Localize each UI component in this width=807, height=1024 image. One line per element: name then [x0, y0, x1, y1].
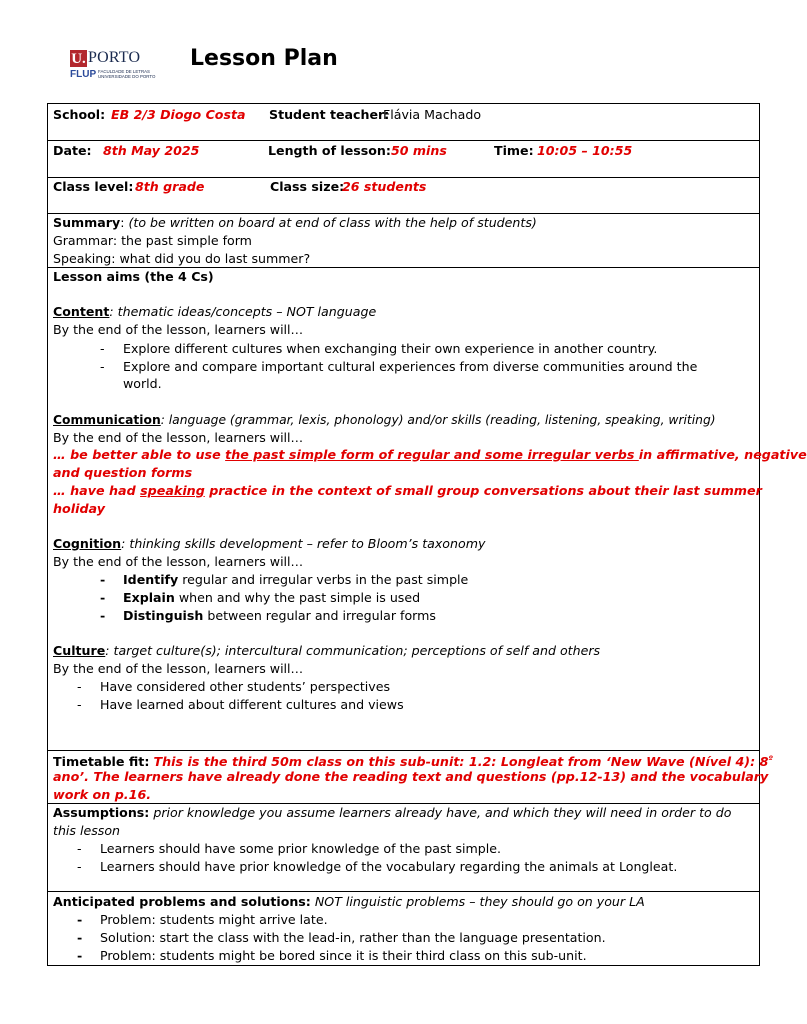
- timetable-line-3: work on p.16.: [53, 787, 152, 802]
- timetable-ordinal: º: [768, 754, 773, 763]
- logo-name: PORTO: [88, 49, 141, 66]
- assumption-2: Learners should have prior knowledge of the vocabulary regarding the animals at Longleat.: [100, 859, 678, 874]
- communication-aim-2-post: practice in the context of small group conversations about their last summer: [204, 483, 762, 498]
- logo-emblem: U.: [71, 51, 86, 67]
- bullet-dash: -: [100, 608, 106, 623]
- time-value: 10:05 – 10:55: [537, 143, 633, 158]
- row-divider: [47, 140, 760, 141]
- communication-intro: By the end of the lesson, learners will…: [53, 430, 304, 445]
- problem-item-1: Problem: students might arrive late.: [100, 912, 328, 927]
- content-desc: : thematic ideas/concepts – NOT language: [109, 304, 377, 319]
- cognition-aim-2: [123, 589, 420, 607]
- content-intro: By the end of the lesson, learners will…: [53, 322, 304, 337]
- logo-faculty-line1: FACULDADE DE LETRAS: [98, 69, 150, 74]
- problem-item-2: Solution: start the class with the lead-in, rather than the language presentation.: [100, 930, 606, 945]
- cognition-heading: [53, 535, 485, 553]
- culture-heading: [53, 642, 600, 660]
- aims-heading: Lesson aims (the 4 Cs): [53, 269, 214, 284]
- cognition-aim-3: [123, 607, 436, 625]
- communication-aim-2-pre: … have had: [53, 483, 141, 498]
- bullet-dash: -: [77, 859, 82, 874]
- date-value: 8th May 2025: [103, 143, 200, 158]
- student-teacher-value: Flávia Machado: [383, 107, 482, 122]
- university-logo: [70, 50, 182, 80]
- class-size-value: 26 students: [342, 179, 427, 194]
- summary-speaking: Speaking: what did you do last summer?: [53, 251, 311, 266]
- communication-aim-1-pre: … be better able to use: [53, 447, 226, 462]
- bullet-dash: -: [100, 359, 105, 374]
- communication-heading: [53, 411, 716, 429]
- class-level-label: Class level:: [53, 179, 134, 194]
- document-title: Lesson Plan: [190, 46, 338, 71]
- school-value: EB 2/3 Diogo Costa: [111, 107, 246, 122]
- cognition-aim-text: regular and irregular verbs in the past simple: [178, 572, 469, 587]
- bullet-dash: -: [77, 697, 82, 712]
- bullet-dash: -: [77, 679, 82, 694]
- logo-faculty-text: [98, 69, 155, 79]
- bullet-dash: -: [77, 912, 83, 927]
- content-aim-2: Explore and compare important cultural experiences from diverse communities around the: [123, 359, 698, 374]
- content-aim-1: Explore different cultures when exchanging their own experience in another country.: [123, 341, 658, 356]
- time-label: Time:: [494, 143, 534, 158]
- bullet-dash: -: [77, 948, 83, 963]
- cognition-verb: Explain: [123, 590, 175, 605]
- summary-label: Summary: [53, 215, 121, 230]
- communication-desc: : language (grammar, lexis, phonology) and/or skills (reading, listening, speaking, writing): [160, 413, 716, 427]
- content-heading: [53, 303, 376, 321]
- summary-note: (to be written on board at end of class with the help of students): [128, 215, 537, 230]
- communication-aim-1-cont: and question forms: [53, 465, 193, 480]
- assumptions-desc-cont: this lesson: [53, 823, 121, 838]
- cognition-desc: : thinking skills development – refer to Bloom’s taxonomy: [121, 536, 486, 551]
- summary-heading: [53, 214, 537, 232]
- assumptions-heading: [53, 804, 731, 822]
- communication-aim-2-cont: holiday: [53, 501, 105, 516]
- communication-aim-1-focus: the past simple form of regular and some irregular verbs: [225, 447, 639, 462]
- timetable-text: This is the third 50m class on this sub-unit: 1.2: Longleat from ‘New Wave (Nível 4): 8: [153, 754, 769, 770]
- assumptions-label: Assumptions:: [53, 805, 150, 820]
- class-size-label: Class size:: [270, 179, 345, 194]
- logo-faculty-line2: UNIVERSIDADE DO PORTO: [98, 74, 156, 79]
- cognition-label: Cognition: [53, 536, 122, 551]
- summary-colon: :: [120, 215, 125, 230]
- assumption-1: Learners should have some prior knowledge of the past simple.: [100, 841, 502, 856]
- date-label: Date:: [53, 143, 92, 158]
- cognition-aim-text: when and why the past simple is used: [174, 590, 421, 605]
- student-teacher-label: Student teacher:: [269, 107, 390, 122]
- communication-aim-1-post: in affirmative, negative: [638, 447, 807, 462]
- cognition-aim-text: between regular and irregular forms: [203, 608, 436, 623]
- length-value: 50 mins: [391, 143, 447, 158]
- cognition-intro: By the end of the lesson, learners will…: [53, 554, 304, 569]
- bullet-dash: -: [100, 590, 106, 605]
- row-divider: [47, 891, 760, 892]
- bullet-dash: -: [77, 841, 82, 856]
- communication-label: Communication: [53, 413, 161, 427]
- cognition-verb: Distinguish: [123, 608, 204, 623]
- culture-label: Culture: [53, 643, 106, 658]
- culture-aim-1: Have considered other students’ perspectives: [100, 679, 391, 694]
- problems-label: Anticipated problems and solutions:: [53, 894, 311, 909]
- culture-desc: : target culture(s); intercultural communication; perceptions of self and others: [105, 643, 601, 658]
- communication-aim-1: [53, 446, 807, 464]
- cognition-verb: Identify: [123, 572, 179, 587]
- culture-aim-2: Have learned about different cultures and views: [100, 697, 404, 712]
- class-level-value: 8th grade: [135, 179, 205, 194]
- school-label: School:: [53, 107, 106, 122]
- logo-faculty-code: FLUP: [70, 69, 97, 80]
- bullet-dash: -: [100, 341, 105, 356]
- bullet-dash: -: [77, 930, 83, 945]
- content-label: Content: [53, 304, 110, 319]
- length-label: Length of lesson:: [268, 143, 391, 158]
- timetable-label: Timetable fit:: [53, 754, 150, 770]
- content-aim-2-cont: world.: [123, 376, 162, 391]
- problems-desc: NOT linguistic problems – they should go on your LA: [314, 894, 645, 909]
- problem-item-3: Problem: students might be bored since it is their third class on this sub-unit.: [100, 948, 587, 963]
- cognition-aim-1: [123, 571, 468, 589]
- problems-heading: [53, 893, 645, 911]
- communication-aim-2: [53, 482, 762, 500]
- communication-aim-2-focus: speaking: [140, 483, 205, 498]
- bullet-dash: -: [100, 572, 106, 587]
- summary-grammar: Grammar: the past simple form: [53, 233, 252, 248]
- timetable-line-2: ano’. The learners have already done the reading text and questions (pp.12-13) and the vocabulary: [53, 769, 769, 784]
- culture-intro: By the end of the lesson, learners will…: [53, 661, 304, 676]
- assumptions-desc: prior knowledge you assume learners already have, and which they will need in order to do: [153, 805, 732, 820]
